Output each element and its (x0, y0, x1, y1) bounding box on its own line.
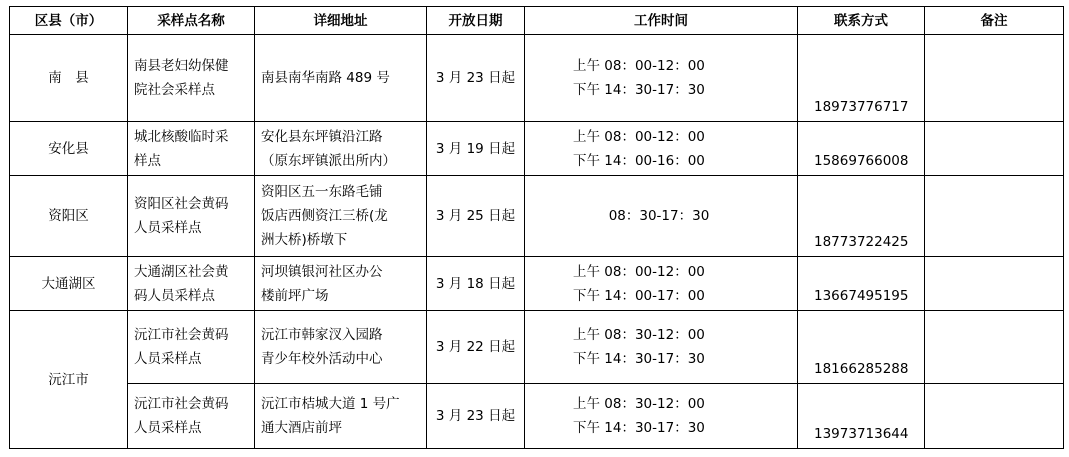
contact-cell: 18166285288 (798, 311, 925, 384)
site-name-line: 城北核酸临时采 (134, 128, 229, 145)
open-date-cell: 3 月 23 日起 (427, 384, 525, 449)
site-name-cell (128, 122, 255, 176)
hours-line: 上午 08：30-12：00 (573, 327, 705, 343)
address-line: 楼前坪广场 (261, 287, 329, 304)
hours-line: 下午 14：00-17：00 (573, 287, 705, 304)
site-name-line: 沅江市社会黄码 (134, 396, 229, 412)
site-name-line: 资阳区社会黄码 (134, 196, 229, 212)
table-row (10, 122, 1064, 176)
note-cell (925, 176, 1064, 257)
table-row (10, 384, 1064, 449)
hours-line: 上午 08：00-12：00 (573, 263, 705, 280)
address-line: 资阳区五一东路毛铺 (261, 184, 383, 200)
address-line: 河坝镇银河社区办公 (261, 263, 383, 280)
site-name-cell (128, 176, 255, 257)
address-cell (255, 35, 427, 122)
open-date-cell: 3 月 25 日起 (427, 176, 525, 257)
district-cell: 资阳区 (10, 176, 128, 257)
site-name-cell (128, 35, 255, 122)
hours-line: 上午 08：00-12：00 (573, 128, 705, 145)
note-cell (925, 384, 1064, 449)
hours-line: 下午 14：30-17：30 (573, 420, 705, 436)
hours-line: 下午 14：30-17：30 (573, 351, 705, 367)
address-cell (255, 122, 427, 176)
note-cell (925, 257, 1064, 311)
note-cell (925, 122, 1064, 176)
site-name-cell (128, 257, 255, 311)
site-name-line: 样点 (134, 152, 161, 169)
hours-line: 上午 08：00-12：00 (573, 58, 705, 74)
address-line: 沅江市韩家汊入园路 (261, 327, 383, 343)
address-cell (255, 176, 427, 257)
header-site-name: 采样点名称 (128, 7, 255, 35)
site-name-line: 院社会采样点 (134, 82, 215, 98)
table-row (10, 311, 1064, 384)
hours-cell (525, 176, 798, 257)
address-line: 南县南华南路 489 号 (261, 70, 390, 86)
hours-line: 08：30-17：30 (608, 208, 710, 224)
table-row (10, 35, 1064, 122)
site-name-cell (128, 384, 255, 449)
address-line: 安化县东坪镇沿江路 (261, 128, 383, 145)
site-name-line: 沅江市社会黄码 (134, 327, 229, 343)
hours-cell (525, 311, 798, 384)
site-name-line: 人员采样点 (134, 420, 202, 436)
sampling-sites-table (9, 6, 1064, 449)
hours-line: 上午 08：30-12：00 (573, 396, 705, 412)
contact-cell: 13973713644 (798, 384, 925, 449)
site-name-line: 南县老妇幼保健 (134, 58, 229, 74)
note-cell (925, 35, 1064, 122)
contact-cell: 18973776717 (798, 35, 925, 122)
hours-line: 下午 14：30-17：30 (573, 82, 705, 98)
header-hours: 工作时间 (525, 7, 798, 35)
district-cell: 安化县 (10, 122, 128, 176)
site-name-line: 大通湖区社会黄 (134, 263, 229, 280)
district-cell: 大通湖区 (10, 257, 128, 311)
address-line: 青少年校外活动中心 (261, 351, 383, 367)
site-name-line: 人员采样点 (134, 220, 202, 236)
district-cell: 沅江市 (10, 311, 128, 449)
address-line: 通大酒店前坪 (261, 420, 342, 436)
open-date-cell: 3 月 22 日起 (427, 311, 525, 384)
address-line: 饭店西侧资江三桥(龙 (261, 208, 388, 224)
header-note: 备注 (925, 7, 1064, 35)
note-cell (925, 311, 1064, 384)
address-cell (255, 311, 427, 384)
site-name-cell (128, 311, 255, 384)
open-date-cell: 3 月 18 日起 (427, 257, 525, 311)
header-row (10, 7, 1064, 35)
contact-cell: 15869766008 (798, 122, 925, 176)
hours-cell (525, 35, 798, 122)
table-row (10, 257, 1064, 311)
hours-line: 下午 14：00-16：00 (573, 152, 705, 169)
hours-cell (525, 257, 798, 311)
contact-cell: 18773722425 (798, 176, 925, 257)
contact-cell: 13667495195 (798, 257, 925, 311)
site-name-line: 人员采样点 (134, 351, 202, 367)
open-date-cell: 3 月 19 日起 (427, 122, 525, 176)
address-cell (255, 384, 427, 449)
district-cell: 南 县 (10, 35, 128, 122)
site-name-line: 码人员采样点 (134, 287, 215, 304)
header-district: 区县（市） (10, 7, 128, 35)
header-address: 详细地址 (255, 7, 427, 35)
open-date-cell: 3 月 23 日起 (427, 35, 525, 122)
hours-cell (525, 122, 798, 176)
table-row (10, 176, 1064, 257)
address-cell (255, 257, 427, 311)
address-line: 沅江市桔城大道 1 号广 (261, 396, 400, 412)
header-contact: 联系方式 (798, 7, 925, 35)
address-line: 洲大桥)桥墩下 (261, 232, 348, 248)
header-open-date: 开放日期 (427, 7, 525, 35)
hours-cell (525, 384, 798, 449)
address-line: （原东坪镇派出所内） (261, 152, 396, 169)
